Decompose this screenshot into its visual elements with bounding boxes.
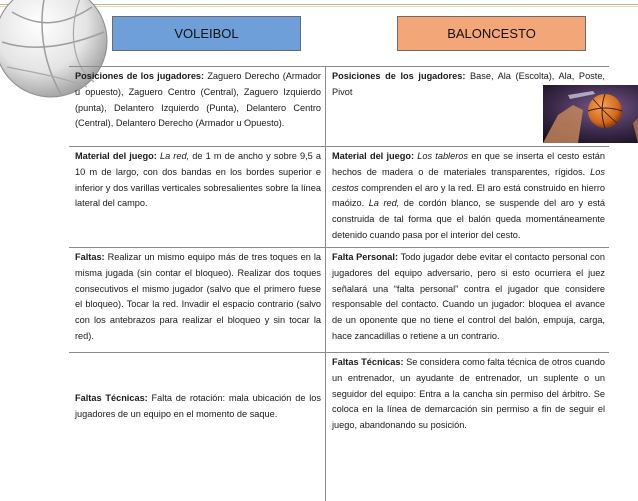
baloncesto-material-italic-1: Los tableros — [414, 151, 468, 161]
baloncesto-material-italic-2: Los cestos — [332, 166, 605, 193]
voleibol-header-label: VOLEIBOL — [174, 26, 239, 41]
baloncesto-material-italic-3: La red, — [364, 198, 400, 209]
baloncesto-tecnicas-text: Se considera como falta técnica de otros cuando un entrenador, un ayudante de entrenador, un suplente o un seguidor del equipo: Entra a la cancha sin permiso del árbitro. Se coloca en la línea de demarcación sin permiso a fin de seguir el juego, abandonando su posición. — [332, 357, 605, 431]
voleibol-tecnicas-label: Faltas Técnicas: — [75, 393, 148, 404]
baloncesto-posiciones-cell — [326, 67, 609, 146]
voleibol-posiciones-cell — [69, 67, 326, 146]
empty-cell-left — [69, 441, 326, 501]
baloncesto-material-text-2: comprenden el aro y la red. El aro está construido en hierro maóizo. — [332, 182, 605, 209]
voleibol-tecnicas-cell — [69, 353, 326, 441]
voleibol-faltas-cell — [69, 248, 326, 352]
voleibol-header — [112, 16, 301, 51]
baloncesto-faltas-cell — [326, 248, 609, 352]
baloncesto-faltas-text: Todo jugador debe evitar el contacto personal con jugadores del equipo adversario, pero si esto ocurriera el juez señalará una “falta personal” contra el jugador que considere responsable del contacto. Cuando un jugador: bloquea el avance de un oponente que no tiene el control del balón, empuja, carga, hace zancadillas o retiene a un contrario. — [332, 252, 605, 341]
baloncesto-posiciones-label: Posiciones de los jugadores: — [332, 71, 466, 81]
voleibol-posiciones-text: Zaguero Derecho (Armador u opuesto), Zaguero Centro (Central), Zaguero Izquierdo (punta), Delantero Izquierdo (Punta), Delantero Centro (Central), Delantero Derecho (Armador u Opuesto). — [75, 71, 321, 129]
baloncesto-material-cell — [326, 147, 609, 247]
baloncesto-header — [397, 16, 586, 51]
table-row-material — [69, 147, 609, 248]
table-row-posiciones — [69, 67, 609, 147]
voleibol-tecnicas-text: Falta de rotación: mala ubicación de los jugadores de un equipo en el momento de saque. — [75, 393, 321, 420]
voleibol-faltas-label: Faltas: — [75, 252, 105, 262]
baloncesto-tecnicas-label: Faltas Técnicas: — [332, 357, 404, 367]
voleibol-material-cell — [69, 147, 326, 247]
voleibol-material-italic: La red, — [156, 151, 190, 161]
baloncesto-faltas-label: Falta Personal: — [332, 252, 399, 262]
baloncesto-material-label: Material del juego: — [332, 151, 415, 161]
comparison-table — [69, 66, 609, 501]
voleibol-posiciones-label: Posiciones de los jugadores: — [75, 71, 205, 81]
baloncesto-tecnicas-cell — [326, 353, 609, 441]
table-row-faltas — [69, 248, 609, 353]
table-row-empty — [69, 441, 609, 501]
table-row-tecnicas — [69, 353, 609, 441]
voleibol-material-label: Material del juego: — [75, 151, 157, 161]
baloncesto-material-text-3: de cordón blanco, se suspende del aro y está construida de tal forma que el balón queda momentáneamente detenido cuando pasa por el interior del cesto. — [332, 198, 605, 240]
basketball-photo — [543, 85, 638, 143]
voleibol-faltas-text: Realizar un mismo equipo más de tres toques en la misma jugada (sin contar el bloqueo). Realizar dos toques consecutivos el mismo jugador (salvo que el primero fuese el bloqueo). Tocar la red. Invadir el espacio contrario (salvo con los antebrazos para realizar el bloqueo y sin tocar la red). — [75, 252, 321, 341]
baloncesto-header-label: BALONCESTO — [447, 26, 536, 41]
empty-cell-right — [326, 441, 609, 501]
voleibol-material-text: de 1 m de ancho y sobre 9,5 a 10 m de largo, con dos bandas en los bordes superior e inferior y dos varillas verticales sobresalientes sobre la línea lateral del campo. — [75, 151, 321, 209]
baloncesto-posiciones-text: Base, Ala (Escolta), Ala, Poste, Pivot — [332, 71, 605, 97]
baloncesto-material-text-1: en que se inserta el cesto están hechos de madera o de materiales transparentes, rígidos. — [332, 151, 605, 177]
